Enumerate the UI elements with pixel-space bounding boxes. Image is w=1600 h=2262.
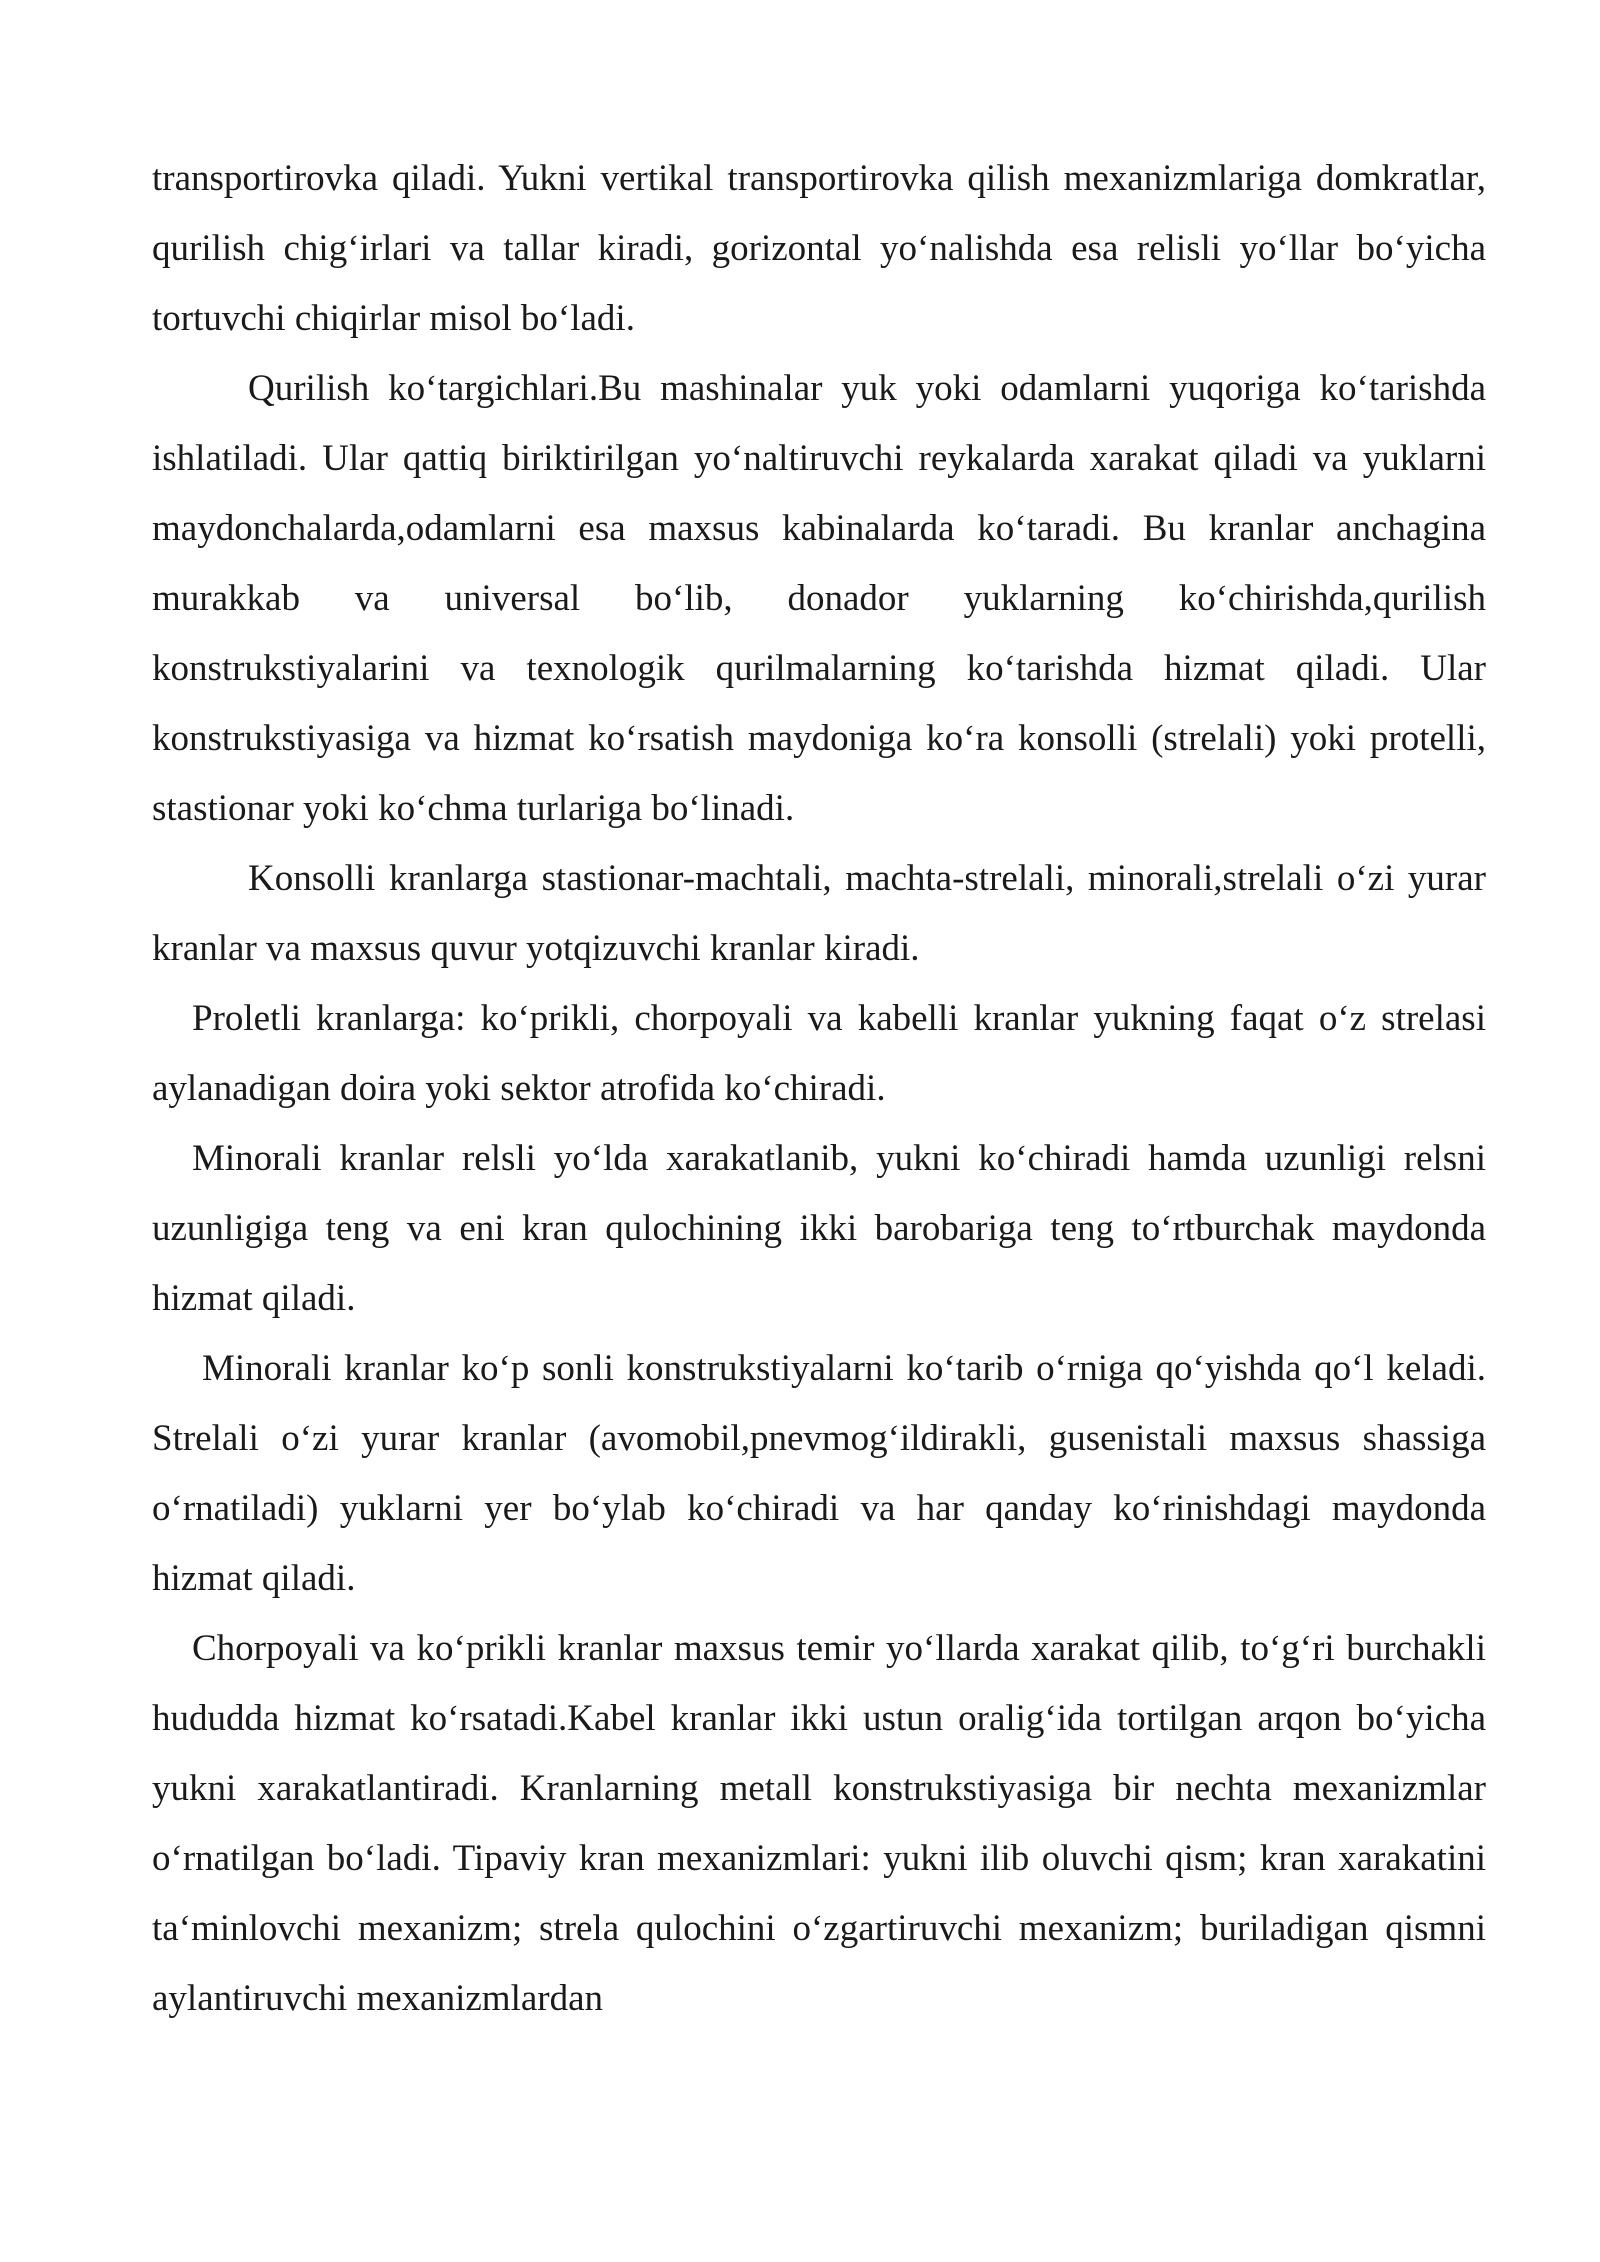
- paragraph-2: Qurilish ko‘targichlari.Bu mashinalar yuk yoki odamlarni yuqoriga ko‘tarishda ishlatiladi. Ular qattiq biriktirilgan yo‘naltiruvchi reykalarda xarakat qiladi va yuklarni maydonchalarda,odamlarni esa maxsus kabinalarda ko‘taradi. Bu kranlar anchagina murakkab va universal bo‘lib, donador yuklarning ko‘chirishda,qurilish konstrukstiyalarini va texnologik qurilmalarning ko‘tarishda hizmat qiladi. Ular konstrukstiyasiga va hizmat ko‘rsatish maydoniga ko‘ra konsolli (strelali) yoki protelli, stastionar yoki ko‘chma turlariga bo‘linadi.: [152, 368, 1486, 829]
- paragraph-5: Minorali kranlar relsli yo‘lda xarakatlanib, yukni ko‘chiradi hamda uzunligi relsni uzunligiga teng va eni kran qulochining ikki barobariga teng to‘rtburchak maydonda hizmat qiladi.: [152, 1138, 1486, 1319]
- paragraph-7: Chorpoyali va ko‘prikli kranlar maxsus temir yo‘llarda xarakat qilib, to‘g‘ri burchakli hududda hizmat ko‘rsatadi.Kabel kranlar ikki ustun oralig‘ida tortilgan arqon bo‘yicha yukni xarakatlantiradi. Kranlarning metall konstrukstiyasiga bir nechta mexanizmlar o‘rnatilgan bo‘ladi. Tipaviy kran mexanizmlari: yukni ilib oluvchi qism; kran xarakatini ta‘minlovchi mexanizm; strela qulochini o‘zgartiruvchi mexanizm; buriladigan qismni aylantiruvchi mexanizmlardan: [152, 1628, 1486, 2019]
- paragraph-4: Proletli kranlarga: ko‘prikli, chorpoyali va kabelli kranlar yukning faqat o‘z strelasi aylanadigan doira yoki sektor atrofida ko‘chiradi.: [152, 998, 1486, 1109]
- paragraph-6: Minorali kranlar ko‘p sonli konstrukstiyalarni ko‘tarib o‘rniga qo‘yishda qo‘l keladi. Strelali o‘zi yurar kranlar (avomobil,pnevmog‘ildirakli, gusenistali maxsus shassiga o‘rnatiladi) yuklarni yer bo‘ylab ko‘chiradi va har qanday ko‘rinishdagi maydonda hizmat qiladi.: [152, 1348, 1486, 1599]
- paragraph-1: transportirovka qiladi. Yukni vertikal transportirovka qilish mexanizmlariga domkratlar, qurilish chig‘irlari va tallar kiradi, gorizontal yo‘nalishda esa relisli yo‘llar bo‘yicha tortuvchi chiqirlar misol bo‘ladi.: [152, 158, 1486, 339]
- document-body: [152, 144, 1486, 2034]
- paragraph-3: Konsolli kranlarga stastionar-machtali, machta-strelali, minorali,strelali o‘zi yurar kranlar va maxsus quvur yotqizuvchi kranlar kiradi.: [152, 858, 1486, 969]
